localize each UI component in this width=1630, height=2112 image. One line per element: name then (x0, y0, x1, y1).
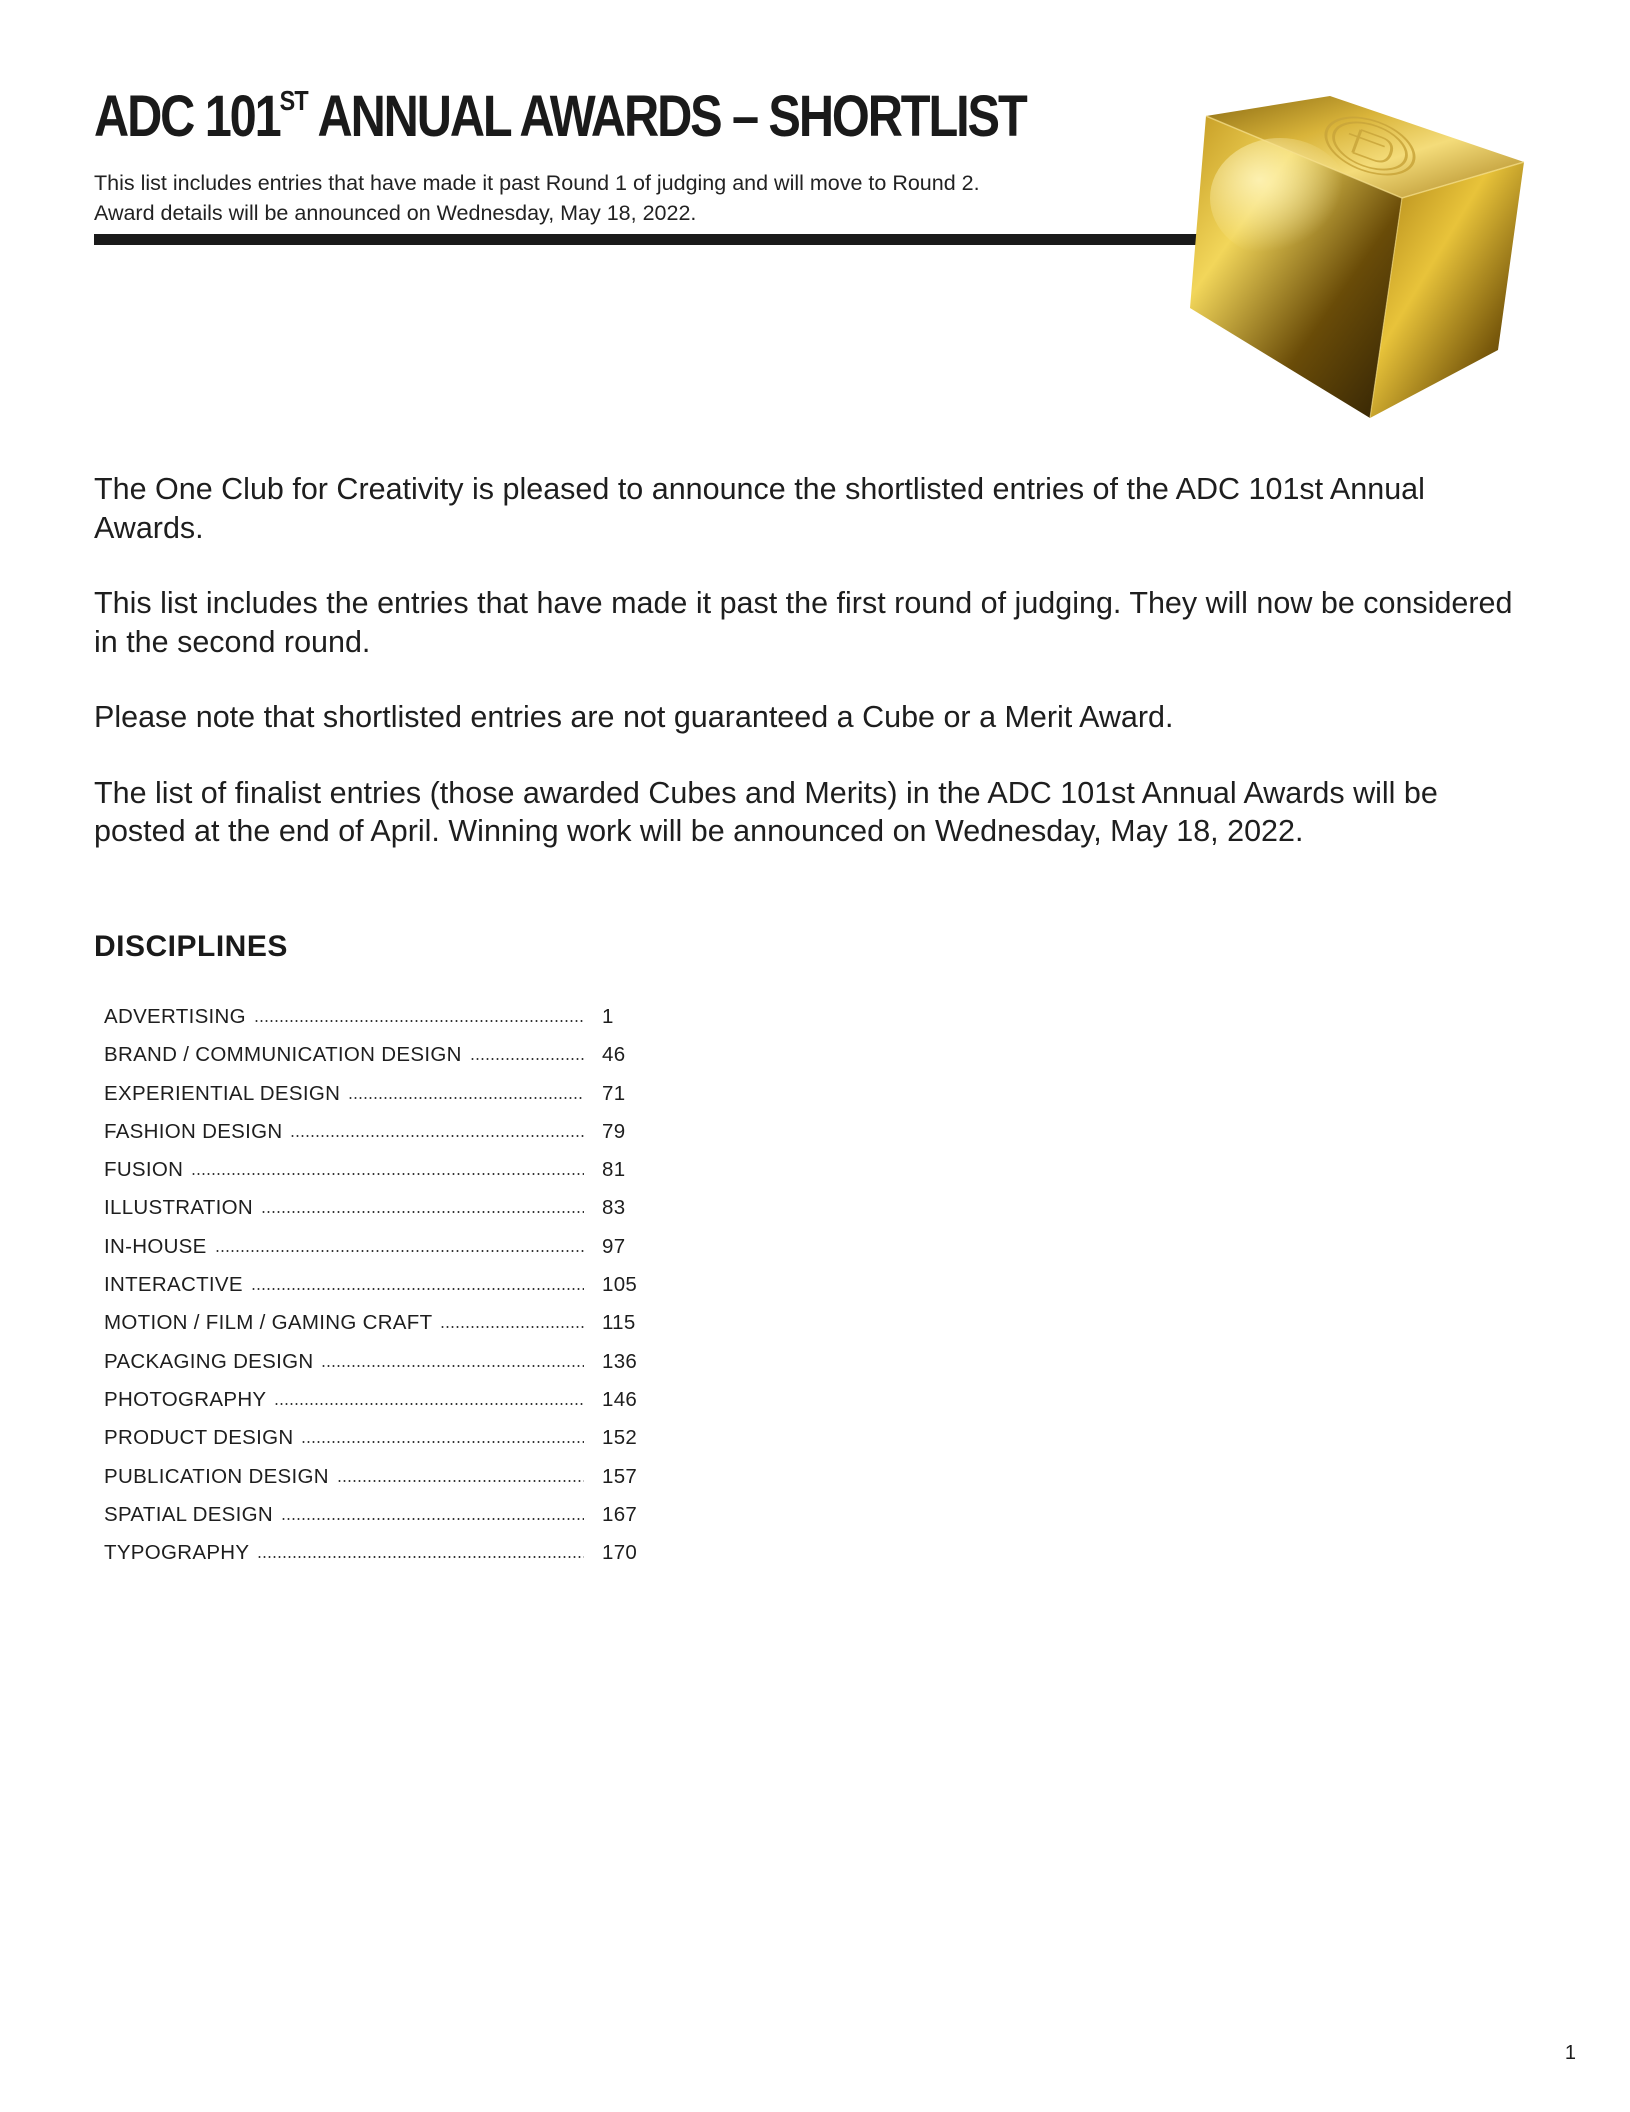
disciplines-list (104, 1005, 664, 1579)
toc-entry-name: FUSION (104, 1158, 184, 1182)
toc-entry-name: TYPOGRAPHY (104, 1541, 250, 1565)
dot-leader (290, 1135, 584, 1137)
toc-entry-motion-film-gaming-craft[interactable] (104, 1311, 664, 1349)
subtitle-line-1: This list includes entries that have made it past Round 1 of judging and will move to Round 2. (94, 171, 980, 195)
dot-leader (440, 1326, 584, 1328)
title-rest: ANNUAL AWARDS – SHORTLIST (307, 84, 1026, 149)
header-rule (94, 234, 1224, 245)
toc-entry-page: 146 (602, 1387, 638, 1411)
dot-leader (337, 1480, 584, 1482)
dot-leader (215, 1250, 584, 1252)
toc-entry-name: EXPERIENTIAL DESIGN (104, 1081, 341, 1105)
title-superscript: ST (279, 84, 308, 116)
adc-gold-cube-icon (1180, 88, 1540, 428)
dot-leader (281, 1518, 584, 1520)
toc-entry-page: 46 (602, 1043, 626, 1067)
toc-entry-name: BRAND / COMMUNICATION DESIGN (104, 1043, 462, 1067)
toc-entry-page: 1 (602, 1005, 614, 1028)
toc-entry-name: ADVERTISING (104, 1005, 246, 1028)
dot-leader (470, 1058, 584, 1060)
toc-entry-name: FASHION DESIGN (104, 1119, 283, 1143)
toc-entry-page: 79 (602, 1119, 626, 1143)
dot-leader (254, 1020, 584, 1022)
toc-entry-name: IN-HOUSE (104, 1234, 207, 1258)
toc-entry-name: ILLUSTRATION (104, 1196, 254, 1220)
intro-paragraph: The list of finalist entries (those awarded Cubes and Merits) in the ADC 101st Annual Awards will be posted at the end of April. Winning work will be announced on Wednesday, May 18, 2022. (94, 775, 1438, 848)
toc-entry-name: MOTION / FILM / GAMING CRAFT (104, 1311, 433, 1335)
toc-entry-product-design[interactable] (104, 1426, 664, 1464)
toc-entry-page: 157 (602, 1464, 638, 1488)
subtitle-line-2: Award details will be announced on Wednesday, May 18, 2022. (94, 201, 697, 225)
subtitle (94, 168, 980, 228)
toc-entry-name: PRODUCT DESIGN (104, 1426, 294, 1450)
toc-entry-page: 83 (602, 1196, 626, 1220)
toc-entry-advertising[interactable] (104, 1005, 664, 1043)
disciplines-heading: DISCIPLINES (94, 930, 288, 963)
toc-entry-interactive[interactable] (104, 1273, 664, 1311)
toc-entry-fusion[interactable] (104, 1158, 664, 1196)
toc-entry-experiential-design[interactable] (104, 1082, 664, 1120)
dot-leader (321, 1365, 584, 1367)
toc-entry-illustration[interactable] (104, 1196, 664, 1234)
toc-entry-page: 71 (602, 1081, 626, 1105)
toc-entry-page: 81 (602, 1158, 626, 1182)
toc-entry-page: 170 (602, 1541, 638, 1565)
dot-leader (348, 1097, 584, 1099)
title-main: ADC 101 (94, 84, 280, 149)
toc-entry-page: 136 (602, 1349, 638, 1373)
toc-entry-name: PHOTOGRAPHY (104, 1387, 267, 1411)
dot-leader (274, 1403, 584, 1405)
toc-entry-brand-communication-design[interactable] (104, 1043, 664, 1081)
toc-entry-page: 152 (602, 1426, 638, 1450)
dot-leader (261, 1211, 584, 1213)
toc-entry-page: 105 (602, 1273, 638, 1297)
intro-paragraph: Please note that shortlisted entries are not guaranteed a Cube or a Merit Award. (94, 700, 1174, 734)
toc-entry-name: PACKAGING DESIGN (104, 1349, 314, 1373)
intro-paragraph: The One Club for Creativity is pleased to announce the shortlisted entries of the ADC 101st Annual Awards. (94, 472, 1425, 545)
toc-entry-typography[interactable] (104, 1541, 664, 1579)
toc-entry-packaging-design[interactable] (104, 1350, 664, 1388)
toc-entry-in-house[interactable] (104, 1235, 664, 1273)
toc-entry-name: INTERACTIVE (104, 1273, 243, 1297)
toc-entry-fashion-design[interactable] (104, 1120, 664, 1158)
toc-entry-name: SPATIAL DESIGN (104, 1502, 274, 1526)
dot-leader (251, 1288, 584, 1290)
dot-leader (191, 1173, 584, 1175)
toc-entry-page: 115 (602, 1311, 636, 1335)
dot-leader (257, 1556, 584, 1558)
toc-entry-page: 97 (602, 1234, 626, 1258)
intro-paragraph: This list includes the entries that have made it past the first round of judging. They will now be considered in the second round. (94, 586, 1513, 659)
page-title (94, 84, 1026, 160)
page-number: 1 (1564, 2042, 1576, 2064)
toc-entry-page: 167 (602, 1502, 638, 1526)
toc-entry-publication-design[interactable] (104, 1465, 664, 1503)
dot-leader (301, 1441, 584, 1443)
intro-text (94, 470, 1534, 888)
toc-entry-spatial-design[interactable] (104, 1503, 664, 1541)
toc-entry-photography[interactable] (104, 1388, 664, 1426)
toc-entry-name: PUBLICATION DESIGN (104, 1464, 329, 1488)
